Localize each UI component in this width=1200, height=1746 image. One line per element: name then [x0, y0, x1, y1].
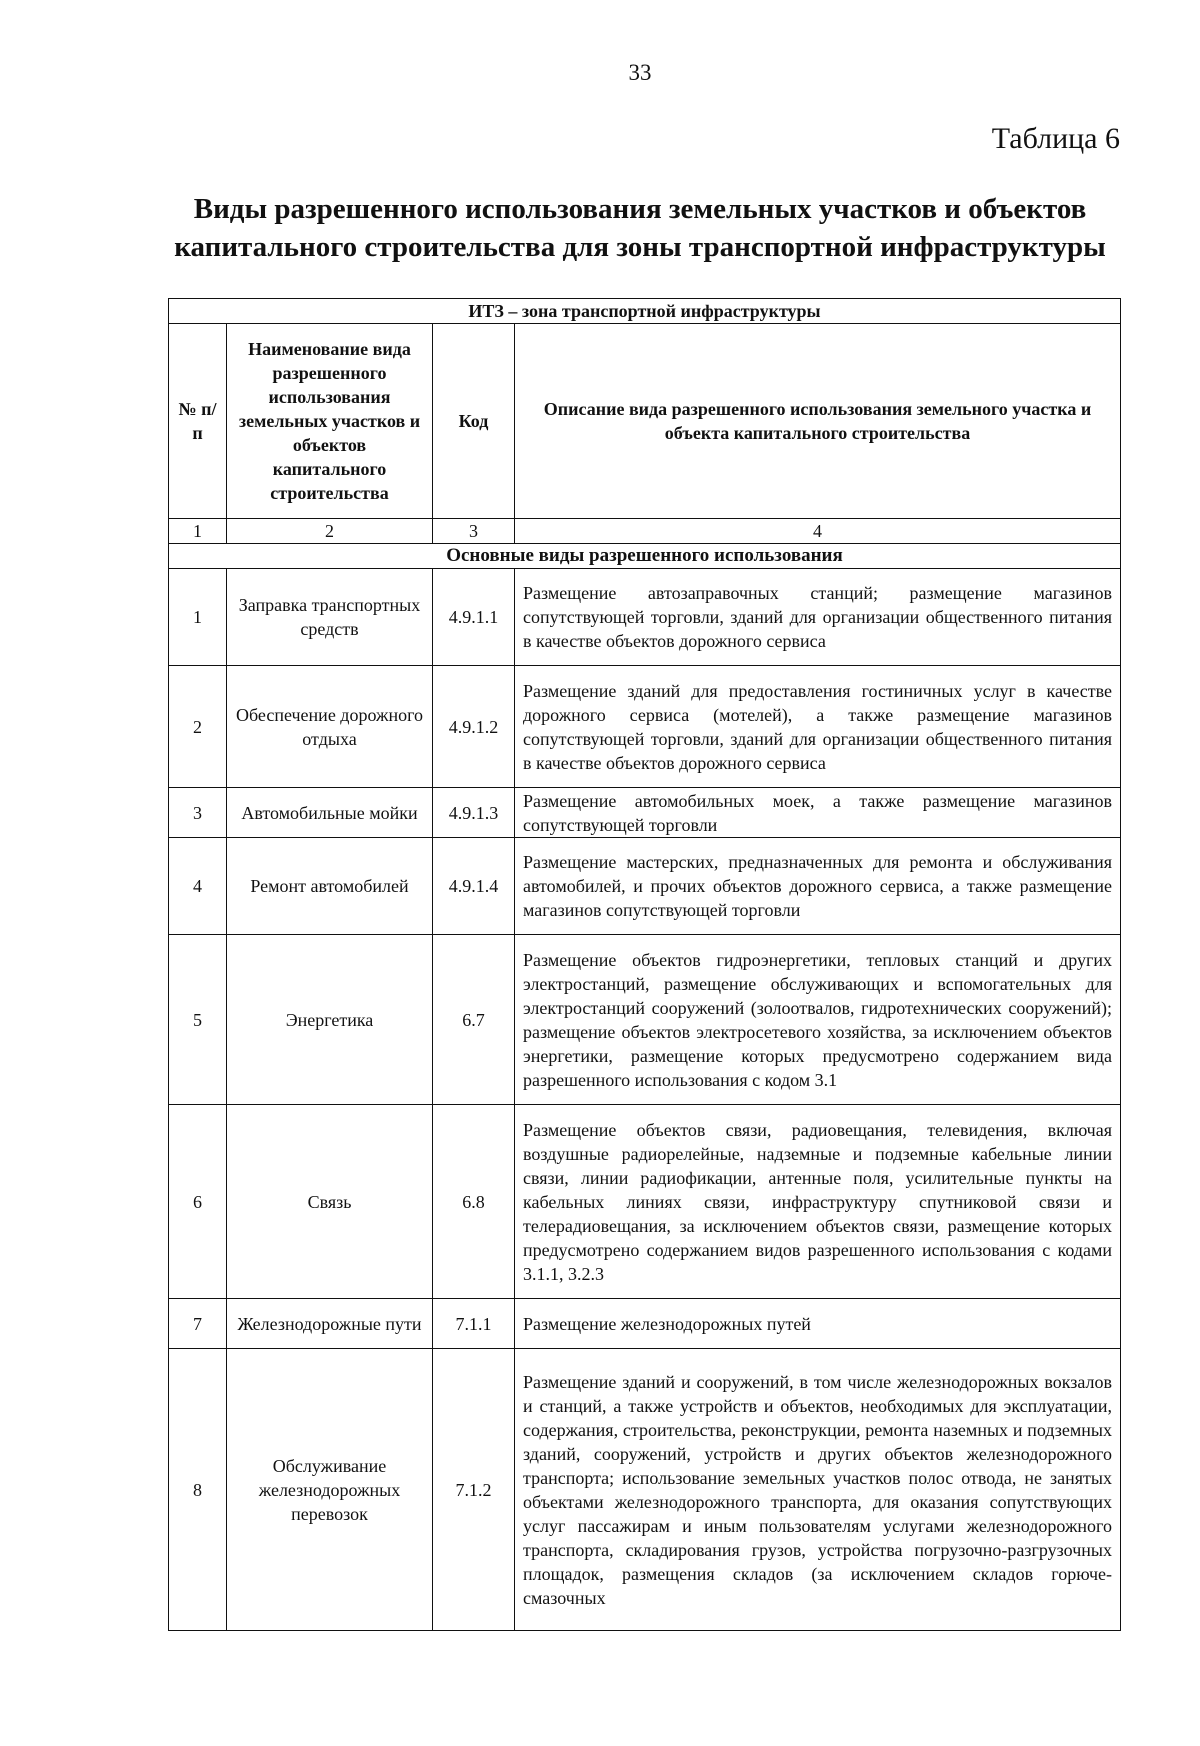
col-number-1: 1 — [169, 519, 227, 544]
page-number: 33 — [628, 60, 652, 85]
table-label: Таблица 6 — [991, 122, 1120, 155]
row-description: Размещение мастерских, предназначенных для ремонта и обслуживания автомобилей, и прочих объектов дорожного сервиса, а также размещение магазинов сопутствующей торговли — [515, 838, 1121, 935]
row-code: 6.8 — [433, 1105, 515, 1299]
row-num: 2 — [169, 666, 227, 788]
row-description: Размещение объектов гидроэнергетики, тепловых станций и других электростанций, размещение обслуживающих и вспомогательных для электростанций сооружений (золоотвалов, гидротехнических сооружений); размещение объектов электросетевого хозяйства, за исключением объектов энергетики, размещение которых предусмотрено содержанием вида разрешенного использования с кодом 3.1 — [515, 935, 1121, 1105]
row-description: Размещение объектов связи, радиовещания, телевидения, включая воздушные радиорелейные, надземные и подземные кабельные линии связи, линии радиофикации, антенные поля, усилительные пункты на кабельных линиях связи, инфраструктуру спутниковой связи и телерадиовещания, за исключением объектов связи, размещение которых предусмотрено содержанием видов разрешенного использования с кодами 3.1.1, 3.2.3 — [515, 1105, 1121, 1299]
land-use-table — [168, 298, 1121, 1631]
row-code: 7.1.2 — [433, 1349, 515, 1631]
document-title — [100, 190, 1180, 266]
row-name: Обслуживание железнодорожных перевозок — [227, 1349, 433, 1631]
col-header-description: Описание вида разрешенного использования земельного участка и объекта капитального строительства — [515, 324, 1121, 519]
col-number-2: 2 — [227, 519, 433, 544]
table-row — [169, 666, 1121, 788]
row-code: 4.9.1.4 — [433, 838, 515, 935]
row-name: Обеспечение дорожного отдыха — [227, 666, 433, 788]
row-description: Размещение зданий для предоставления гостиничных услуг в качестве дорожного сервиса (мотелей), а также размещение магазинов сопутствующей торговли, зданий для организации общественного питания в качестве объектов дорожного сервиса — [515, 666, 1121, 788]
row-name: Связь — [227, 1105, 433, 1299]
row-name: Ремонт автомобилей — [227, 838, 433, 935]
col-header-name: Наименование вида разрешенного использования земельных участков и объектов капитального строительства — [227, 324, 433, 519]
table-row — [169, 935, 1121, 1105]
row-code: 4.9.1.3 — [433, 788, 515, 838]
row-description: Размещение зданий и сооружений, в том числе железнодорожных вокзалов и станций, а также устройств и объектов, необходимых для эксплуатации, содержания, строительства, реконструкции, ремонта наземных и подземных зданий, сооружений, устройств и других объектов железнодорожного транспорта; использование земельных участков полос отвода, не занятых объектами железнодорожного транспорта, для оказания сопутствующих услуг пассажирам и иным пользователям услугами железнодорожного транспорта, складирования грузов, устройства погрузочно-разгрузочных площадок, размещения складов (за исключением складов горюче-смазочных — [515, 1349, 1121, 1631]
section-title: Основные виды разрешенного использования — [169, 544, 1121, 569]
zone-header: ИТЗ – зона транспортной инфраструктуры — [169, 299, 1121, 324]
title-line-2: капитального строительства для зоны транспортной инфраструктуры — [174, 231, 1106, 263]
row-num: 6 — [169, 1105, 227, 1299]
row-num: 4 — [169, 838, 227, 935]
title-line-1: Виды разрешенного использования земельных участков и объектов — [193, 193, 1087, 225]
col-number-4: 4 — [515, 519, 1121, 544]
table-row — [169, 569, 1121, 666]
row-name: Заправка транспортных средств — [227, 569, 433, 666]
row-name: Автомобильные мойки — [227, 788, 433, 838]
row-code: 6.7 — [433, 935, 515, 1105]
table-row — [169, 788, 1121, 838]
row-description: Размещение автомобильных моек, а также размещение магазинов сопутствующей торговли — [515, 788, 1121, 838]
row-description: Размещение железнодорожных путей — [515, 1299, 1121, 1349]
col-header-num: № п/п — [169, 324, 227, 519]
row-code: 7.1.1 — [433, 1299, 515, 1349]
col-number-3: 3 — [433, 519, 515, 544]
row-code: 4.9.1.2 — [433, 666, 515, 788]
col-header-code: Код — [433, 324, 515, 519]
row-num: 5 — [169, 935, 227, 1105]
row-code: 4.9.1.1 — [433, 569, 515, 666]
row-num: 3 — [169, 788, 227, 838]
table-row — [169, 1299, 1121, 1349]
row-name: Железнодорожные пути — [227, 1299, 433, 1349]
table-row — [169, 1349, 1121, 1631]
row-name: Энергетика — [227, 935, 433, 1105]
table-row — [169, 1105, 1121, 1299]
row-num: 8 — [169, 1349, 227, 1631]
row-num: 1 — [169, 569, 227, 666]
table-row — [169, 838, 1121, 935]
row-num: 7 — [169, 1299, 227, 1349]
row-description: Размещение автозаправочных станций; размещение магазинов сопутствующей торговли, зданий для организации общественного питания в качестве объектов дорожного сервиса — [515, 569, 1121, 666]
